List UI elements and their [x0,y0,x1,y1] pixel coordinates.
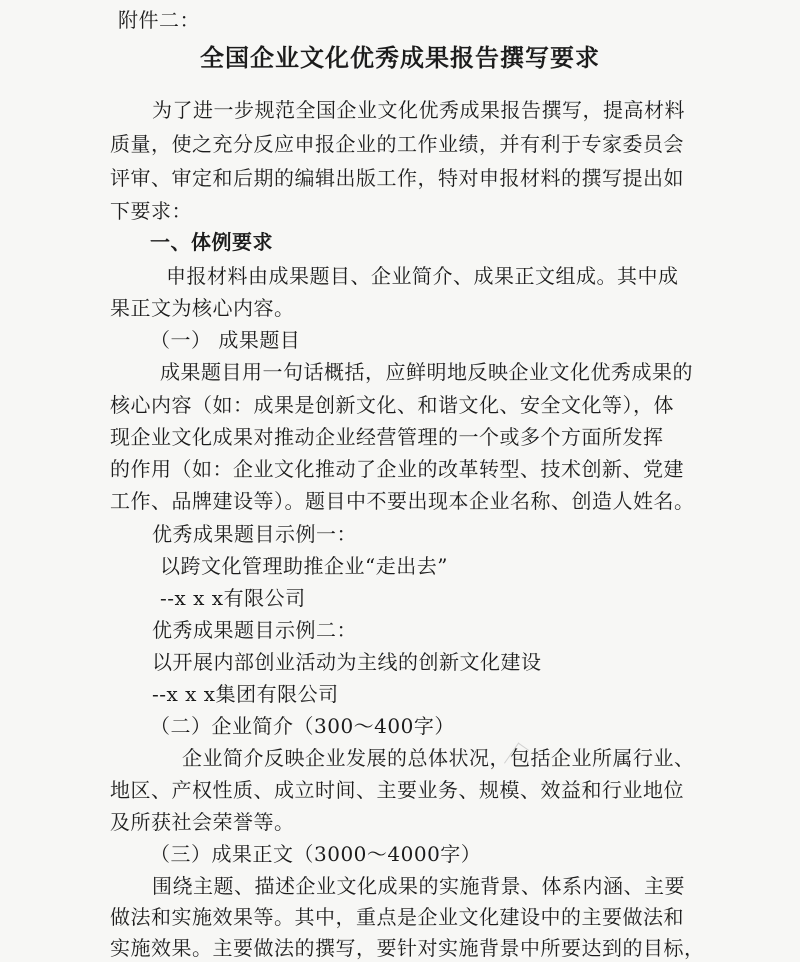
subsection-heading: （三）成果正文（3000～4000字） [150,842,482,866]
section-heading: 一、体例要求 [150,230,273,254]
sub1-line-1: 成果题目用一句话概括，应鲜明地反映企业文化优秀成果的 [160,360,693,384]
sub3-line-1: 围绕主题、描述企业文化成果的实施背景、体系内涵、主要 [152,874,685,898]
sub1-line-5: 工作、品牌建设等）。题目中不要出现本企业名称、创造人姓名。 [110,489,695,513]
sub2-line-3: 及所获社会荣誉等。 [110,810,295,834]
subsection-heading: （一） 成果题目 [150,328,301,352]
sub1-line-2: 核心内容（如：成果是创新文化、和谐文化、安全文化等），体 [110,393,674,417]
section1-line-1: 申报材料由成果题目、企业简介、成果正文组成。其中成 [166,264,679,288]
example2-label: 优秀成果题目示例二： [152,618,357,642]
intro-line-1: 为了进一步规范全国企业文化优秀成果报告撰写，提高材料 [152,98,685,122]
sub1-line-3: 现企业文化成果对推动企业经营管理的一个或多个方面所发挥 [110,425,664,449]
intro-line-2: 质量，使之充分反应申报企业的工作业绩，并有利于专家委员会 [110,132,684,156]
example2-company: --x x x集团有限公司 [152,682,339,706]
sub3-line-2: 做法和实施效果等。其中，重点是企业文化建设中的主要做法和 [110,905,684,929]
attachment-label: 附件二： [118,8,200,32]
section1-line-2: 果正文为核心内容。 [110,296,295,320]
intro-line-3: 评审、审定和后期的编辑出版工作，特对申报材料的撰写提出如 [110,166,684,190]
sub2-line-2: 地区、产权性质、成立时间、主要业务、规模、效益和行业地位 [110,778,684,802]
example1-company: --x x x有限公司 [160,586,306,610]
sub3-line-3: 实施效果。主要做法的撰写，要针对实施背景中所要达到的目标， [110,936,705,960]
page-title: 全国企业文化优秀成果报告撰写要求 [200,44,600,72]
sub1-line-4: 的作用（如：企业文化推动了企业的改革转型、技术创新、党建 [110,457,684,481]
sub2-line-1: 企业简介反映企业发展的总体状况，包括企业所属行业、 [182,746,695,770]
intro-line-4: 下要求： [110,199,192,223]
example1-title: 以跨文化管理助推企业“走出去” [160,554,448,578]
example2-title: 以开展内部创业活动为主线的创新文化建设 [152,650,542,674]
subsection-heading: （二）企业简介（300～400字） [150,714,455,738]
example1-label: 优秀成果题目示例一： [152,522,357,546]
